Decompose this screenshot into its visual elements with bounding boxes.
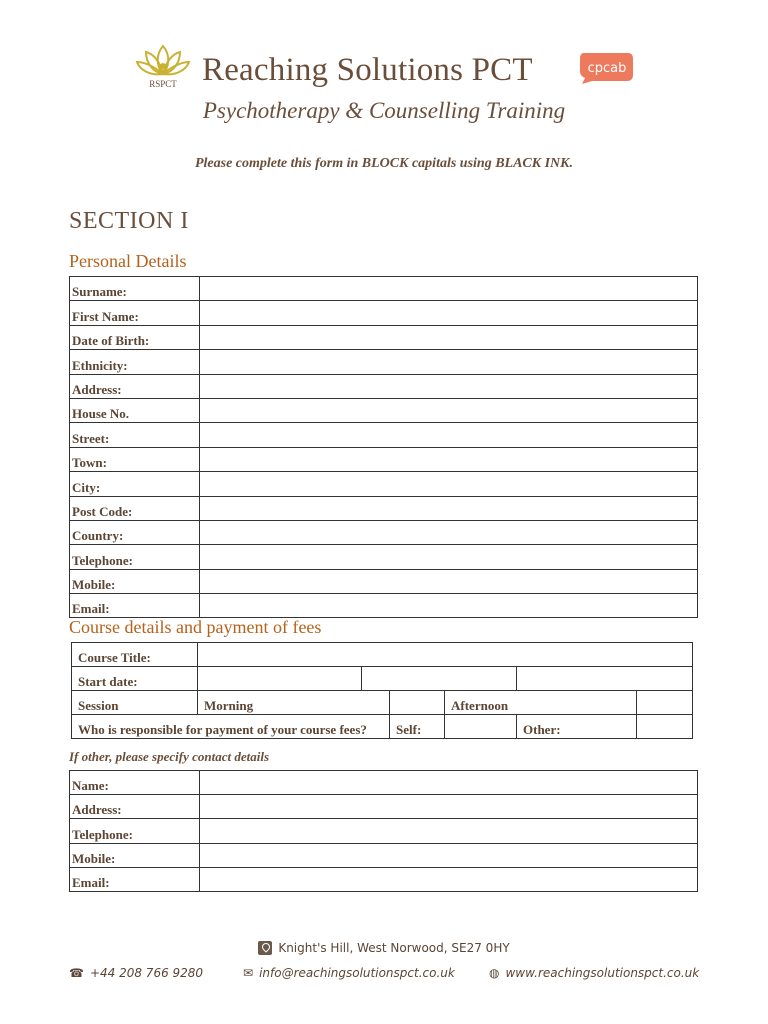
personal-field-row-input[interactable]	[200, 301, 698, 325]
personal-field-row-label: Date of Birth:	[70, 325, 200, 349]
cpcab-badge-text: cpcab	[587, 61, 627, 76]
personal-field-row-input[interactable]	[200, 398, 698, 422]
personal-field-row	[70, 301, 698, 325]
personal-field-row-input[interactable]	[200, 496, 698, 520]
organization-name: Reaching Solutions PCT	[202, 52, 533, 88]
other-contact-note: If other, please specify contact details	[69, 749, 270, 764]
course-details-heading: Course details and payment of fees	[69, 617, 322, 637]
footer-website[interactable]	[489, 966, 699, 980]
morning-checkbox[interactable]	[390, 691, 445, 715]
personal-field-row-label: Ethnicity:	[70, 350, 200, 374]
contact-field-row-label: Name:	[70, 771, 200, 795]
personal-field-row-input[interactable]	[200, 447, 698, 471]
lotus-logo-icon	[134, 40, 192, 90]
morning-label: Morning	[198, 691, 390, 715]
personal-details-heading: Personal Details	[69, 251, 187, 271]
session-label: Session	[72, 691, 198, 715]
contact-field-row-input[interactable]	[200, 795, 698, 819]
personal-field-row-label: Post Code:	[70, 496, 200, 520]
contact-field-row	[70, 867, 698, 891]
personal-field-row	[70, 545, 698, 569]
phone-icon: ☎	[69, 966, 84, 980]
personal-field-row-input[interactable]	[200, 545, 698, 569]
personal-field-row	[70, 447, 698, 471]
map-pin-icon	[258, 941, 272, 955]
personal-field-row-label: City:	[70, 472, 200, 496]
start-date-label: Start date:	[72, 667, 198, 691]
footer-email[interactable]	[243, 966, 455, 980]
payment-row	[72, 715, 693, 739]
payer-contact-table	[69, 770, 698, 892]
personal-field-row	[70, 472, 698, 496]
personal-field-row-input[interactable]	[200, 277, 698, 301]
start-date-field-day[interactable]	[198, 667, 362, 691]
contact-field-row-label: Mobile:	[70, 843, 200, 867]
self-field[interactable]	[445, 715, 517, 739]
start-date-field-year[interactable]	[517, 667, 693, 691]
personal-field-row-input[interactable]	[200, 520, 698, 544]
afternoon-label: Afternoon	[445, 691, 637, 715]
other-field[interactable]	[637, 715, 693, 739]
personal-field-row	[70, 398, 698, 422]
contact-field-row	[70, 819, 698, 843]
personal-field-row-label: Email:	[70, 594, 200, 618]
contact-field-row	[70, 795, 698, 819]
personal-field-row	[70, 374, 698, 398]
personal-field-row-input[interactable]	[200, 423, 698, 447]
personal-field-row-label: Telephone:	[70, 545, 200, 569]
footer-phone-text: +44 208 766 9280	[89, 966, 204, 980]
personal-field-row-label: Address:	[70, 374, 200, 398]
personal-field-row-input[interactable]	[200, 472, 698, 496]
contact-field-row-label: Address:	[70, 795, 200, 819]
personal-field-row-input[interactable]	[200, 594, 698, 618]
other-label: Other:	[517, 715, 637, 739]
start-date-row	[72, 667, 693, 691]
course-details-table	[71, 642, 693, 739]
contact-field-row-input[interactable]	[200, 771, 698, 795]
personal-field-row-label: House No.	[70, 398, 200, 422]
personal-field-row	[70, 569, 698, 593]
personal-field-row-input[interactable]	[200, 325, 698, 349]
personal-field-row-input[interactable]	[200, 350, 698, 374]
footer-address-text: Knight's Hill, West Norwood, SE27 0HY	[278, 941, 510, 955]
start-date-field-month[interactable]	[362, 667, 517, 691]
personal-field-row-label: Country:	[70, 520, 200, 544]
personal-field-row-label: Street:	[70, 423, 200, 447]
personal-field-row-input[interactable]	[200, 569, 698, 593]
self-label: Self:	[390, 715, 445, 739]
personal-field-row-label: Mobile:	[70, 569, 200, 593]
contact-field-row-input[interactable]	[200, 867, 698, 891]
personal-field-row	[70, 520, 698, 544]
section-title: SECTION I	[69, 208, 189, 234]
personal-field-row	[70, 496, 698, 520]
contact-field-row-input[interactable]	[200, 843, 698, 867]
course-title-label: Course Title:	[72, 643, 198, 667]
contact-field-row-input[interactable]	[200, 819, 698, 843]
personal-field-row-label: Town:	[70, 447, 200, 471]
contact-field-row-label: Telephone:	[70, 819, 200, 843]
afternoon-checkbox[interactable]	[637, 691, 693, 715]
personal-field-row	[70, 423, 698, 447]
personal-field-row	[70, 277, 698, 301]
personal-field-row	[70, 350, 698, 374]
course-title-row	[72, 643, 693, 667]
personal-field-row-label: First Name:	[70, 301, 200, 325]
globe-icon: ◍	[489, 966, 500, 980]
payment-question: Who is responsible for payment of your course fees?	[72, 715, 390, 739]
contact-field-row	[70, 843, 698, 867]
tagline: Psychotherapy & Counselling Training	[202, 98, 566, 123]
personal-field-row	[70, 594, 698, 618]
cpcab-badge-logo	[578, 51, 634, 85]
footer-email-text: info@reachingsolutionspct.co.uk	[259, 966, 455, 980]
logo-text: RSPCT	[149, 79, 177, 89]
email-icon: ✉	[243, 966, 254, 980]
personal-details-table	[69, 276, 698, 618]
personal-field-row	[70, 325, 698, 349]
form-instruction: Please complete this form in BLOCK capitals using BLACK INK.	[194, 156, 574, 171]
session-row	[72, 691, 693, 715]
course-title-field[interactable]	[198, 643, 693, 667]
personal-field-row-input[interactable]	[200, 374, 698, 398]
footer-address	[0, 941, 768, 955]
personal-field-row-label: Surname:	[70, 277, 200, 301]
footer-website-text: www.reachingsolutionspct.co.uk	[505, 966, 700, 980]
footer-phone	[69, 966, 203, 980]
contact-field-row	[70, 771, 698, 795]
contact-field-row-label: Email:	[70, 867, 200, 891]
